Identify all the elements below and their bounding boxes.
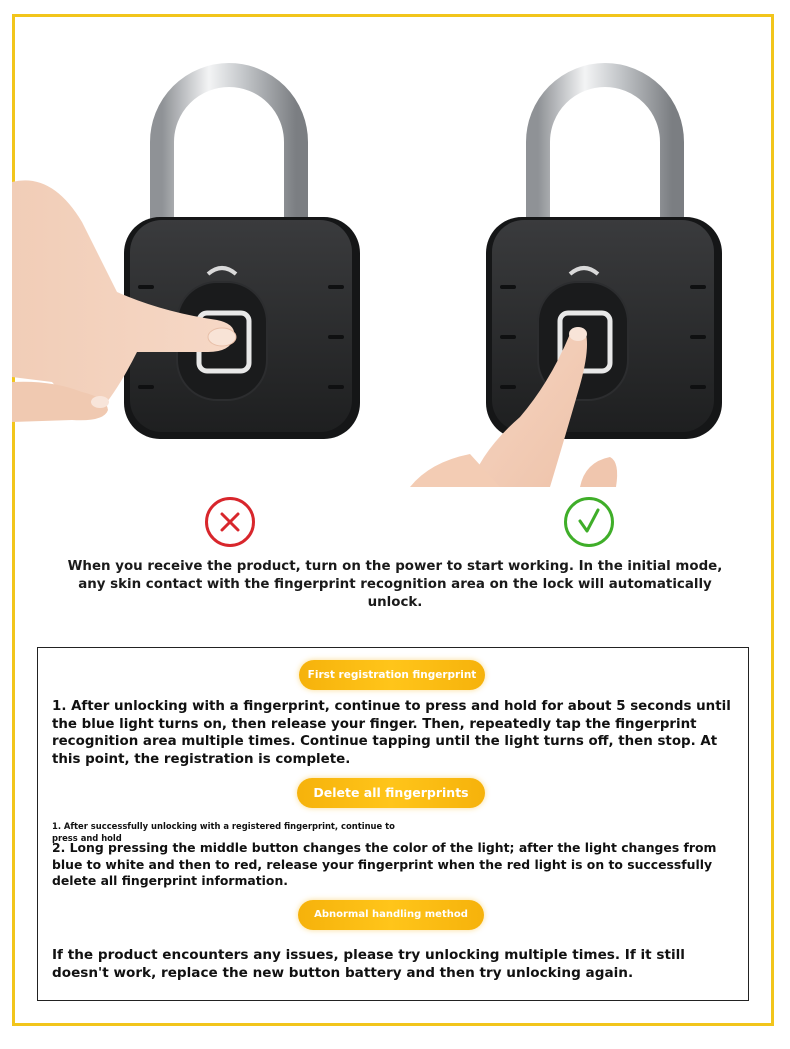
heading-abnormal-handling: Abnormal handling method (298, 900, 484, 930)
heading-delete-fingerprints: Delete all fingerprints (297, 778, 485, 808)
lock-photo-wrong (12, 62, 382, 487)
abnormal-handling-text: If the product encounters any issues, please try unlocking multiple times. If it still doesn't work, replace the new button battery and then try unlocking again. (52, 947, 685, 981)
x-circle-icon (204, 496, 256, 548)
heading-first-registration: First registration fingerprint (299, 660, 485, 690)
check-circle-icon (563, 496, 615, 548)
delete-steps: 2. Long pressing the middle button changes the color of the light; after the light changes from blue to white and then to red, release your fingerprint when the red light is on to successfully delete all fingerprint information. (52, 840, 717, 888)
delete-step-note: 1. After successfully unlocking with a registered fingerprint, continue to press and hold (52, 821, 395, 843)
intro-text: When you receive the product, turn on the power to start working. In the initial mode, any skin contact with the fingerprint recognition area on the lock will automatically unlock. (67, 559, 723, 610)
registration-steps: 1. After unlocking with a fingerprint, continue to press and hold for about 5 seconds until the blue light turns on, then release your finger. Then, repeatedly tap the fingerprint recognition area multiple times. Continue tapping until the light turns off, then stop. At this point, the registration is complete. (52, 699, 731, 767)
lock-photo-correct (410, 62, 780, 487)
